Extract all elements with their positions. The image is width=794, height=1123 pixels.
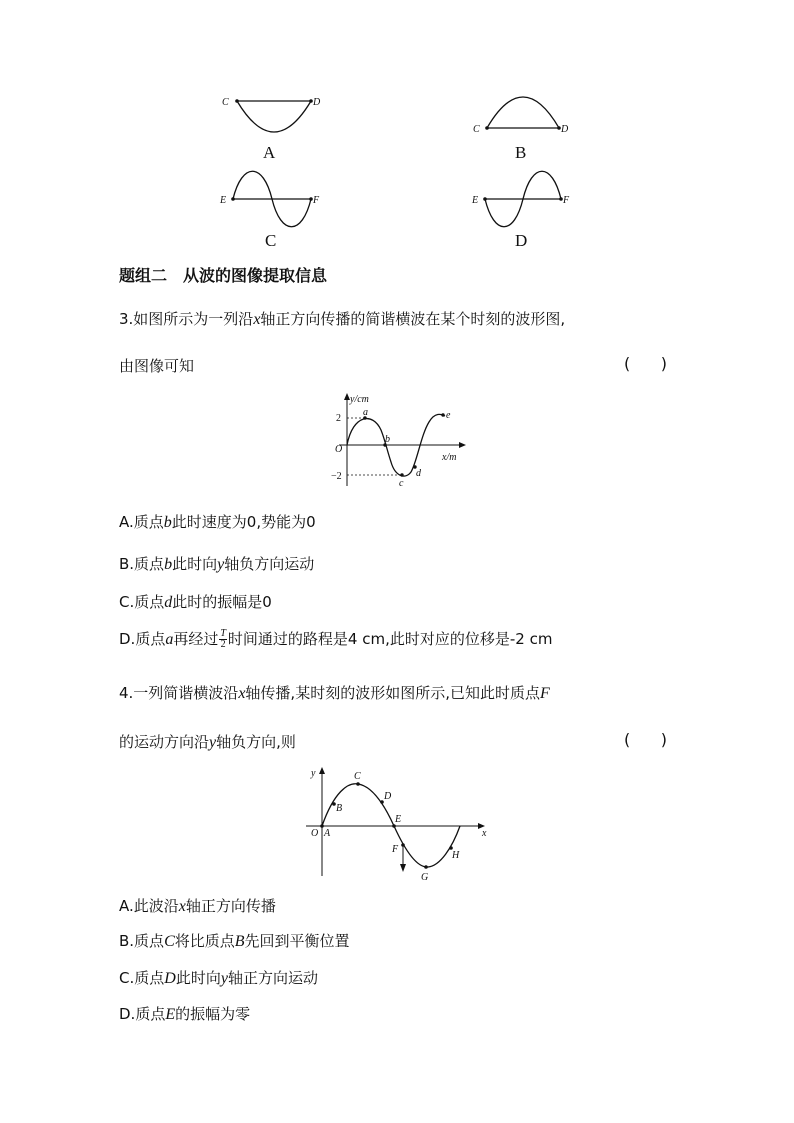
option-var: b	[163, 514, 172, 531]
q3-stem	[119, 308, 565, 329]
q3-option-c[interactable]	[119, 591, 272, 612]
q4-stem-line2	[119, 731, 296, 752]
y-axis-label: y	[311, 768, 316, 779]
point-label-d: D	[384, 791, 392, 802]
figure-option-a	[215, 88, 335, 168]
option-text: 此时的振幅是0	[172, 593, 272, 611]
point-label-f: F	[563, 195, 570, 206]
point-label-e: E	[472, 195, 479, 206]
tick-label-2: 2	[336, 413, 341, 424]
q3-option-d[interactable]	[119, 628, 552, 650]
q4-stem-part1: 4.一列简谐横波沿	[119, 684, 239, 702]
point-label-c: c	[399, 478, 404, 489]
option-text: 此时向	[175, 969, 221, 987]
option-text: A.此波沿	[119, 897, 179, 915]
point-label-d: D	[561, 124, 569, 135]
option-text: C.质点	[119, 969, 165, 987]
point-label-c: C	[354, 771, 361, 782]
option-text: 再经过	[173, 630, 219, 648]
q3-stem-part1: 3.如图所示为一列沿	[119, 310, 254, 328]
point-label-c: C	[473, 124, 480, 135]
tick-label-neg2: −2	[331, 471, 342, 482]
figure-label-d: D	[515, 231, 528, 250]
option-text: 将比质点	[174, 932, 235, 950]
option-var: C	[164, 933, 175, 950]
point-label-c: C	[222, 97, 229, 108]
q3-stem-part2: 轴正方向传播的简谐横波在某个时刻的波形图,	[260, 310, 566, 328]
q3-stem-var: x	[253, 311, 261, 328]
q3-option-a[interactable]	[119, 511, 316, 532]
option-text: B.质点	[119, 555, 165, 573]
figure-label-a: A	[263, 143, 276, 162]
point-label-b: B	[336, 803, 343, 814]
q4-stem	[119, 682, 550, 703]
option-var: b	[164, 556, 173, 573]
q3-answer-paren: ( )	[624, 354, 667, 373]
point-label-a: a	[363, 407, 368, 418]
option-var: d	[164, 594, 173, 611]
option-var: y	[220, 970, 228, 987]
point-label-e: e	[446, 410, 451, 421]
origin-label: O	[335, 444, 343, 455]
q4-option-b[interactable]	[119, 930, 350, 951]
q4-line2-post: 轴负方向,则	[216, 733, 296, 751]
option-var: a	[165, 631, 174, 648]
point-label-b: b	[385, 434, 390, 445]
option-text: D.质点	[119, 630, 166, 648]
x-axis-label: x	[482, 828, 487, 839]
q4-option-d[interactable]	[119, 1003, 250, 1024]
option-text: C.质点	[119, 593, 165, 611]
point-label-f: F	[313, 195, 320, 206]
q4-option-c[interactable]	[119, 967, 318, 988]
x-axis-label: x/m	[442, 452, 457, 463]
x-axis-arrow	[459, 442, 466, 448]
option-text: 轴负方向运动	[224, 555, 315, 573]
fraction-t-over-2	[219, 629, 227, 650]
q4-stem-var2: F	[539, 685, 550, 702]
section-title: 题组二 从波的图像提取信息	[119, 266, 328, 285]
fraction-denominator: 2	[220, 639, 226, 650]
option-text: 轴正方向运动	[227, 969, 318, 987]
figure-option-d	[465, 168, 585, 250]
option-text: D.质点	[119, 1005, 166, 1023]
option-text: 的振幅为零	[175, 1005, 251, 1023]
q4-stem-part2: 轴传播,某时刻的波形如图所示,已知此时质点	[245, 684, 540, 702]
option-text: B.质点	[119, 932, 165, 950]
option-var: E	[165, 1006, 176, 1023]
q3-option-b[interactable]	[119, 553, 314, 574]
fraction-numerator: T	[220, 628, 226, 639]
option-text: 先回到平衡位置	[244, 932, 350, 950]
q4-line2-var: y	[209, 734, 217, 751]
figure-label-c: C	[265, 231, 277, 250]
q3-wave-figure	[325, 390, 475, 490]
point-label-d: D	[313, 97, 321, 108]
q4-option-a[interactable]	[119, 895, 276, 916]
figure-label-b: B	[515, 143, 527, 162]
option-text: 轴正方向传播	[185, 897, 276, 915]
option-var: y	[217, 556, 225, 573]
wave-curve	[487, 97, 559, 128]
q4-wave-figure	[302, 764, 502, 884]
point-label-e: E	[220, 195, 227, 206]
y-axis-arrow	[319, 767, 325, 774]
point-label-g: G	[421, 872, 429, 883]
wave-curve	[237, 101, 311, 132]
figure-option-c	[215, 168, 335, 250]
option-text: A.质点	[119, 513, 164, 531]
q3-stem-line2: 由图像可知	[119, 357, 195, 375]
point-label-a: A	[324, 828, 331, 839]
option-var: B	[234, 933, 245, 950]
point-label-h: H	[452, 850, 460, 861]
origin-label: O	[311, 828, 319, 839]
option-text: 时间通过的路程是4 cm,此时对应的位移是-2 cm	[227, 630, 553, 648]
q4-answer-paren: ( )	[624, 730, 667, 749]
figure-option-b	[465, 88, 585, 168]
option-var: x	[178, 898, 186, 915]
point-label-e: E	[395, 814, 402, 825]
option-text: 此时向	[172, 555, 218, 573]
option-text: 此时速度为0,势能为0	[171, 513, 316, 531]
point-label-f: F	[392, 844, 399, 855]
point-label-d: d	[416, 468, 421, 479]
option-var: D	[164, 970, 176, 987]
q4-stem-var: x	[238, 685, 246, 702]
q4-line2-pre: 的运动方向沿	[119, 733, 210, 751]
y-axis-label: y/cm	[350, 394, 369, 405]
velocity-arrow-head	[400, 864, 406, 872]
